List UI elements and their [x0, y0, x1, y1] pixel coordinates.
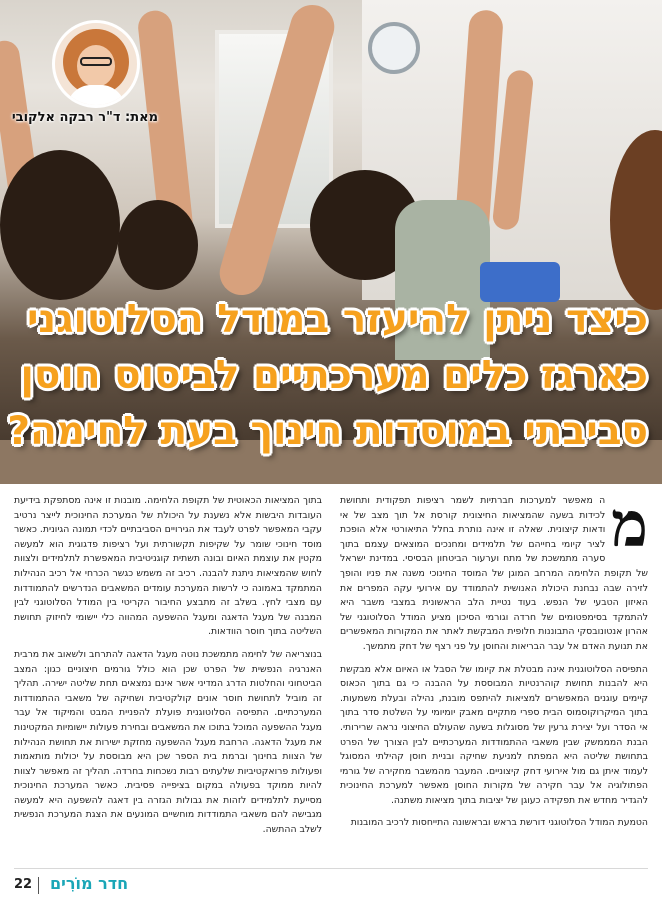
text-column-right — [340, 494, 648, 860]
headline-line-3: סביבתי במוסדות חינוך בעת לחימה? — [7, 409, 648, 454]
paragraph: ה מאפשר למערכות חברתיות לשמר רציפות תפקודית ותחושת לכידות בשעה שהמציאות החיצונית קורסת אל תוך מצב של אי ודאות קיצונית. שאלה זו אינה נותרת בחלל התיאורטי אלא הופכת לציר קיומי בחייהם של תלמידים ומחנכים המוצאים עצמם בתוך סערה מתמשכת של מתח וערעור הביטחון הבסיסי. במדינת ישראל של תקופת הלחימה המרחב המוגן של המוסד החינוכי משנה את פניו והופך לזירה שבה נבחנת היכולת האנושית להתמודד עם אירועי עקה המפרים את האיזון הטבעי של הנפש. בעוד נטיית הלב הראשונית במצבי משבר היא להתמקד בסימפטומים של חרדה וגורמי הסיכון מציע המודל הסלוטוגני של אהרון אנטונובסקי התבוננות חלופית המבקשת לאתר את המקורות המאפשרים את תנועת האדם אל עבר הבריאות והחוסן על פני רצף של דחק מתמשך. — [340, 495, 648, 652]
text-column-left — [14, 494, 322, 860]
author-byline: מאת: ד"ר רבקה אלקובי — [11, 110, 158, 125]
article-headline — [8, 292, 648, 460]
page-footer — [0, 868, 662, 900]
paragraph: הטמעת המודל הסלוטוגני דורשת בראש ובראשונה התייחסות לרכיב המובנות — [350, 817, 648, 829]
paragraph: בתוך המציאות הכאוטית של תקופת הלחימה. מובנות זו אינה מסתפקת בידיעת העובדות היבשות אלא נשענת על היכולת של המערכת החינוכית לייצר נרטיב עקבי המאפשר לפרט לעבד את הגירויים הסביבתיים לכדי תמונה הגיונית. כאשר מוסד חינוכי שומר על שקיפות תקשורתית ועל רציפות פדגוגית הוא למעשה מקטין את עוצמת האיום ובונה תשתית קוגניטיבית המאפשרת לתלמידים ולצוות לחוש שהמציאות ניתנת להבנה. רכיב זה משמש כגשר הכרחי אל רכיב הנהילות המתמקד באמונה כי לרשות המערכת עומדים המשאבים הנדרשים להתמודדות עם מצבי לחץ. בשלב זה מתבצע החיבור הקריטי בין המודל הסלוטוגני לבין המבנה של מעגל הדאגה ומעגל ההשפעה המהווה כלי יישומי לחיזוק תחושת השליטה בתוך חוסר הוודאות. — [14, 495, 322, 638]
paragraph: התפיסה הסלוטוגנית אינה מבטלת את קיומו של הסבל או האיום אלא מבקשת היא להבנות תחושת קוהרנטיות המבוססת על ההבנה כי גם בתוך הכאוס קיימים עוגנים המאפשרים למציאות להיתפס מובנת, נהילה ובעלת משמעות. בתוך המיקרוקוסמוס הבית ספרי מתקיים מאבק יומיומי על השלטת סדר בתוך אי הסדר ועל יצירת גרעין של מסוגלות בשעה שהעולם החיצוני נראה שרירותי. הבנת המממשק שבין משאבי ההתמודדות המערכתיים לבין הצורך של הפרט בתחושת שליטה היא המפתח למניעת שחיקה ובניית חוסן קהילתי המסוגל לעמוד איתן גם מול אירועי דחק קיצוניים. המעבר מהמשבר מחקירה של גורמי הפתולוגיה אל עבר חקירה של מקורות החוסן מאפשר למערכת החינוכית להגדיר מחדש את תפקידה כעוגן של יציבות בתוך מציאות משתנה. — [340, 663, 648, 806]
headline-line-1: כיצד ניתן להיעזר במודל הסלוטוגני — [26, 297, 648, 342]
drop-cap: מ — [611, 494, 648, 561]
headline-line-2: כארגז כלים מערכתיים לביסוס חוסן — [20, 353, 648, 398]
paragraph: בנוצריאה של לחימה מתמשכת נוטה מעגל הדאגה להתרחב ולשאוב את מרבית האנרגיה הנפשית של הפרט שכן הוא כולל גורמים חיצוניים כגון: המצב הביטחוני והחלטות הדרג המדיני אשר אינם נמצאים תחת שליטה ישירה. תהליך זה מוביל לתחושת חוסר אונים קולקטיבית ושחיקה של משאבי ההתמודדות המערכתיים. התפיסה הסלוטוגנית פועלת להפניית המבט והמיקוד אל עבר מעגל ההשפעה המוכל בתוכו את המשאבים ובחירת פעולות יישומיות המקטינות את מעגל הדאגה. הרחבת מעגל ההשפעה מחזקת ישירות את תחושת הנהילות של הצוות בחינוך וברמת בית הספר שכן היא מבוססת על יכולות מותאמות ופעולות פרואקטיביות שלעתים רבות נשכחות בחרדה. תהליך זה מאפשר לצוות להיות ממוקד בפעולה במקום בציפייה פסיבית. כאשר המערכת החינוכית מסייעת לתלמידים לזהות את גבולות הגזרה בין דאגה להשפעה היא למעשה מגבישה להם משאבי התמודדות מוחשיים המונעים את הצגת המערכת הנפשית לשלב ההתשה. — [14, 648, 322, 836]
article-body — [14, 494, 648, 860]
wall-clock-icon — [368, 22, 420, 74]
author-avatar — [52, 20, 140, 108]
magazine-name: חדר מוֹרִים — [50, 874, 129, 893]
page-number: 22 — [14, 877, 33, 892]
